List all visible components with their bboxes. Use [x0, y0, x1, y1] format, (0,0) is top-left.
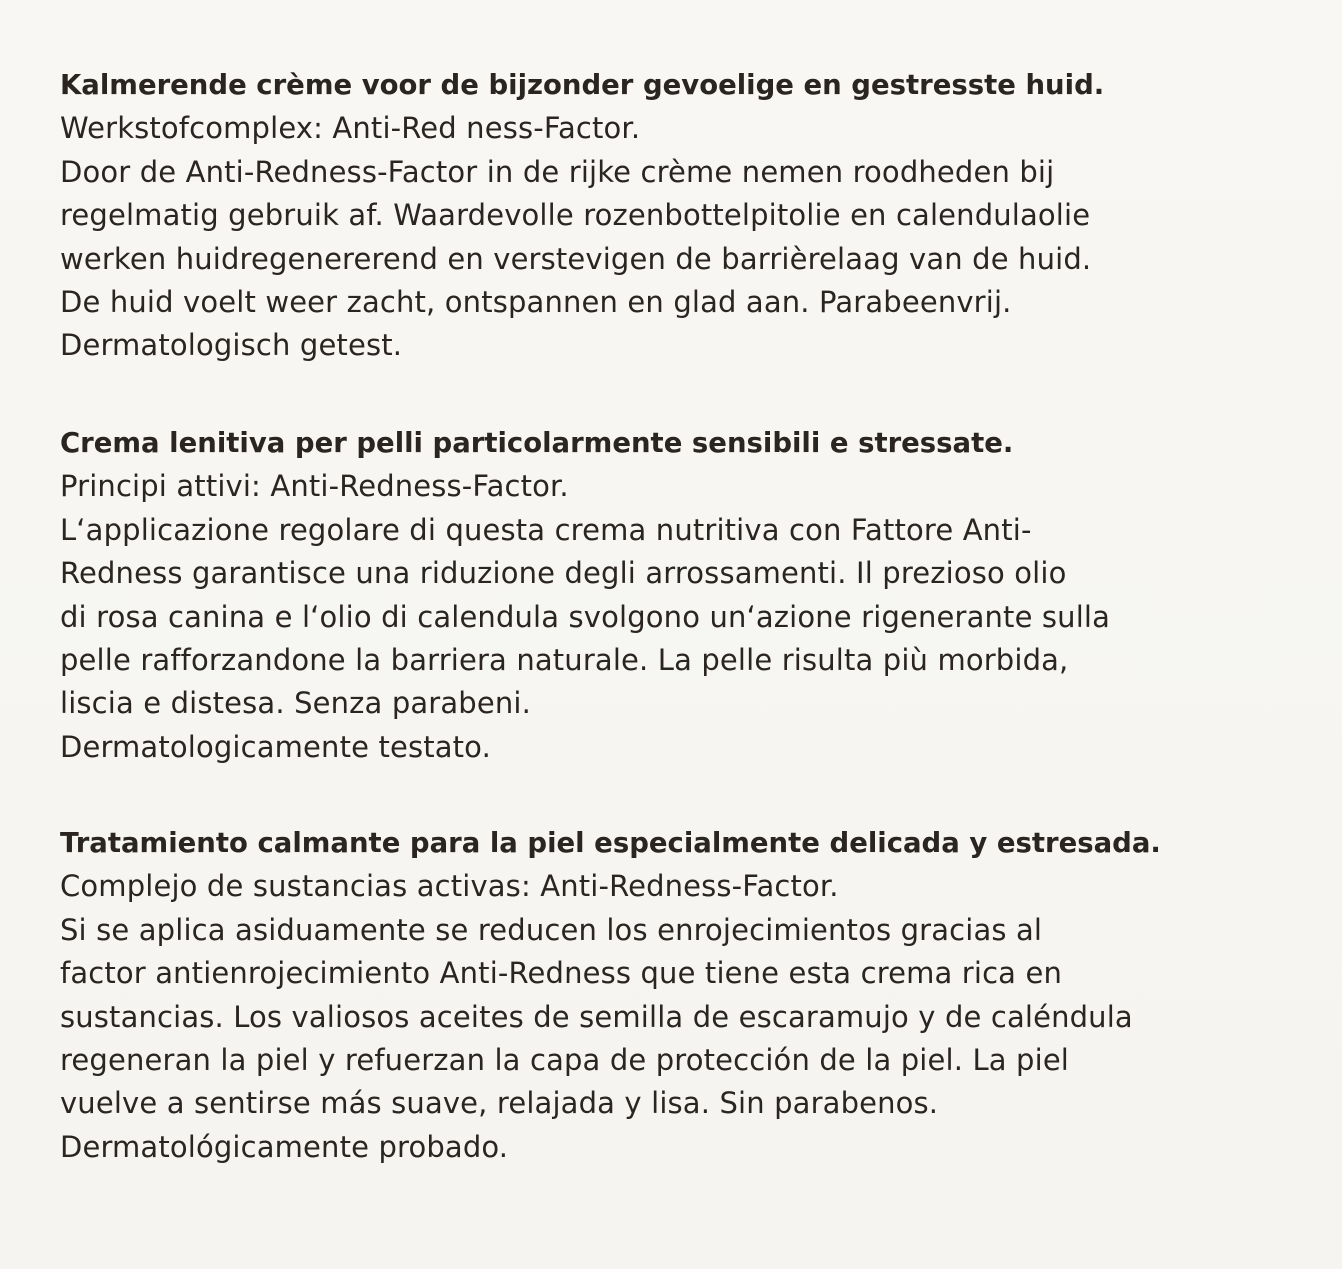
- text-line: factor antienrojecimiento Anti-Redness que tiene esta crema rica en: [60, 956, 1062, 991]
- text-line: sustancias. Los valiosos aceites de semilla de escaramujo y de caléndula: [60, 999, 1133, 1034]
- text-line: vuelve a sentirse más suave, relajada y lisa. Sin parabenos.: [60, 1086, 939, 1121]
- section-heading: Tratamiento calmante para la piel especialmente delicada y estresada.: [60, 827, 1161, 859]
- text-line: L‘applicazione regolare di questa crema nutritiva con Fattore Anti-: [60, 512, 1032, 547]
- text-line: Dermatológicamente probado.: [60, 1129, 509, 1164]
- section-dutch: [60, 64, 1330, 368]
- text-line: Dermatologisch getest.: [60, 328, 403, 363]
- text-line: Dermatologicamente testato.: [60, 729, 491, 764]
- text-line: werken huidregenererend en verstevigen de barrièrelaag van de huid.: [60, 241, 1092, 276]
- text-line: Complejo de sustancias activas: Anti-Redness-Factor.: [60, 869, 839, 904]
- text-line: De huid voelt weer zacht, ontspannen en glad aan. Parabeenvrij.: [60, 285, 1012, 320]
- text-line: regelmatig gebruik af. Waardevolle rozenbottelpitolie en calendulaolie: [60, 198, 1091, 233]
- text-line: regeneran la piel y refuerzan la capa de protección de la piel. La piel: [60, 1043, 1070, 1078]
- text-line: Si se aplica asiduamente se reducen los enrojecimientos gracias al: [60, 912, 1043, 947]
- text-line: di rosa canina e l‘olio di calendula svolgono un‘azione rigenerante sulla: [60, 599, 1111, 634]
- section-heading: Kalmerende crème voor de bijzonder gevoelige en gestresste huid.: [60, 69, 1105, 101]
- text-line: pelle rafforzandone la barriera naturale. La pelle risulta più morbida,: [60, 643, 1069, 678]
- text-line: Principi attivi: Anti-Redness-Factor.: [60, 469, 569, 504]
- text-line: Werkstofcomplex: Anti-Red ness-Factor.: [60, 111, 641, 146]
- text-line: Door de Anti-Redness-Factor in de rijke crème nemen roodheden bij: [60, 154, 1055, 189]
- section-heading: Crema lenitiva per pelli particolarmente sensibili e stressate.: [60, 427, 1014, 459]
- section-italian: [60, 422, 1330, 769]
- text-line: Redness garantisce una riduzione degli arrossamenti. Il prezioso olio: [60, 556, 1067, 591]
- text-line: liscia e distesa. Senza parabeni.: [60, 686, 531, 721]
- section-spanish: [60, 822, 1330, 1169]
